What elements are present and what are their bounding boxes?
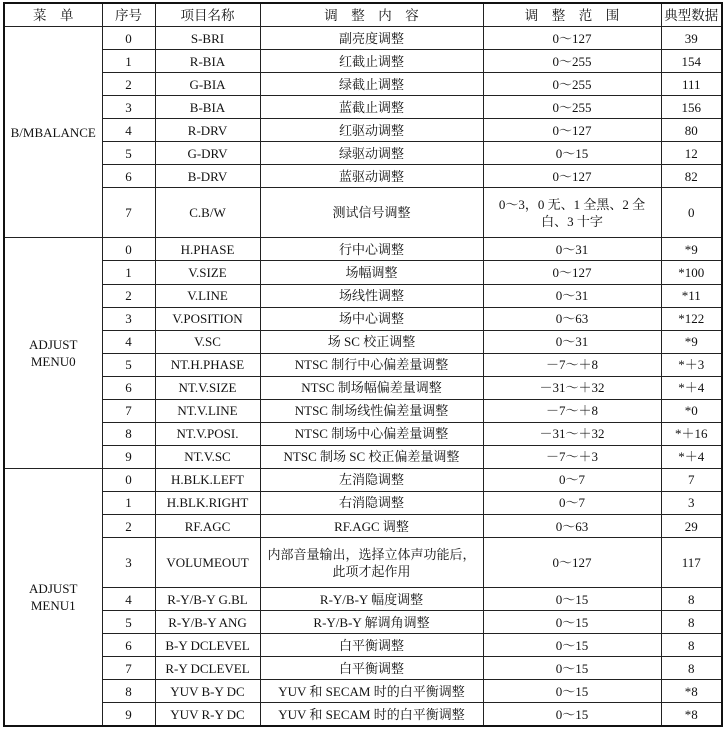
item-number: 6 [102,634,155,657]
item-range: －7～＋3 [483,445,661,468]
item-range: 0～127 [483,119,661,142]
item-typical: *122 [661,307,722,330]
header-number: 序号 [102,3,155,27]
menu-group-label: ADJUST MENU1 [4,468,102,726]
item-name: YUV R-Y DC [155,703,260,726]
item-name: G-BIA [155,73,260,96]
item-number: 0 [102,27,155,50]
item-number: 1 [102,491,155,514]
item-content: NTSC 制场线性偏差量调整 [260,399,483,422]
table-row [4,27,722,50]
item-number: 5 [102,142,155,165]
item-content: 白平衡调整 [260,634,483,657]
table-row [4,96,722,119]
item-content: 测试信号调整 [260,188,483,238]
item-range: 0～3，0 无、1 全黑、2 全白、3 十字 [483,188,661,238]
item-content: NTSC 制场中心偏差量调整 [260,422,483,445]
item-number: 1 [102,261,155,284]
item-content: RF.AGC 调整 [260,514,483,537]
item-content: 场中心调整 [260,307,483,330]
item-number: 6 [102,376,155,399]
item-number: 9 [102,445,155,468]
item-number: 2 [102,73,155,96]
item-number: 7 [102,188,155,238]
header-range: 调 整 范 围 [483,3,661,27]
item-number: 7 [102,399,155,422]
header-content: 调 整 内 容 [260,3,483,27]
item-range: －31～＋32 [483,376,661,399]
item-number: 3 [102,538,155,588]
item-content: 红驱动调整 [260,119,483,142]
item-name: V.POSITION [155,307,260,330]
item-range: －31～＋32 [483,422,661,445]
item-typical: 12 [661,142,722,165]
item-typical: 156 [661,96,722,119]
item-range: －7～＋8 [483,353,661,376]
item-content: 红截止调整 [260,50,483,73]
item-number: 8 [102,422,155,445]
item-range: 0～7 [483,468,661,491]
item-typical: 8 [661,657,722,680]
table-row [4,514,722,537]
item-name: G-DRV [155,142,260,165]
table-row [4,307,722,330]
item-range: 0～127 [483,538,661,588]
table-row [4,188,722,238]
item-range: 0～255 [483,73,661,96]
item-range: －7～＋8 [483,399,661,422]
table-row [4,376,722,399]
table-row [4,165,722,188]
item-range: 0～255 [483,96,661,119]
table-row [4,538,722,588]
item-number: 3 [102,96,155,119]
item-number: 8 [102,680,155,703]
item-number: 5 [102,353,155,376]
item-range: 0～15 [483,634,661,657]
item-name: NT.H.PHASE [155,353,260,376]
item-typical: 117 [661,538,722,588]
item-name: S-BRI [155,27,260,50]
table-row [4,238,722,261]
table-row [4,261,722,284]
item-typical: *＋3 [661,353,722,376]
item-content: 场线性调整 [260,284,483,307]
table-row [4,680,722,703]
table-row [4,73,722,96]
item-typical: *＋4 [661,376,722,399]
item-content: 绿截止调整 [260,73,483,96]
item-typical: *9 [661,330,722,353]
item-number: 7 [102,657,155,680]
item-range: 0～63 [483,514,661,537]
item-typical: 39 [661,27,722,50]
item-number: 4 [102,588,155,611]
item-typical: 8 [661,611,722,634]
item-range: 0～127 [483,27,661,50]
table-row [4,657,722,680]
item-typical: *＋4 [661,445,722,468]
item-number: 2 [102,514,155,537]
item-name: R-Y DCLEVEL [155,657,260,680]
item-name: B-BIA [155,96,260,119]
item-range: 0～63 [483,307,661,330]
table-row [4,284,722,307]
table-body [4,27,722,727]
item-name: RF.AGC [155,514,260,537]
item-content: NTSC 制场 SC 校正偏差量调整 [260,445,483,468]
item-typical: *8 [661,703,722,726]
item-range: 0～15 [483,680,661,703]
item-range: 0～31 [483,238,661,261]
item-range: 0～15 [483,588,661,611]
item-range: 0～15 [483,657,661,680]
item-name: NT.V.LINE [155,399,260,422]
item-content: R-Y/B-Y 解调角调整 [260,611,483,634]
item-range: 0～31 [483,284,661,307]
table-row [4,491,722,514]
item-number: 0 [102,468,155,491]
table-row [4,330,722,353]
table-row [4,703,722,726]
item-range: 0～31 [483,330,661,353]
item-content: 场 SC 校正调整 [260,330,483,353]
item-number: 2 [102,284,155,307]
item-name: H.BLK.RIGHT [155,491,260,514]
item-typical: 8 [661,634,722,657]
item-name: NT.V.SC [155,445,260,468]
item-name: R-Y/B-Y G.BL [155,588,260,611]
item-content: 副亮度调整 [260,27,483,50]
item-name: H.BLK.LEFT [155,468,260,491]
item-name: B-DRV [155,165,260,188]
item-typical: 29 [661,514,722,537]
item-content: YUV 和 SECAM 时的白平衡调整 [260,703,483,726]
item-range: 0～127 [483,261,661,284]
item-typical: 3 [661,491,722,514]
item-range: 0～255 [483,50,661,73]
item-number: 1 [102,50,155,73]
table-row [4,468,722,491]
item-typical: *9 [661,238,722,261]
item-name: NT.V.SIZE [155,376,260,399]
table-row [4,588,722,611]
header-typical: 典型数据 [661,3,722,27]
table-row [4,119,722,142]
item-content: 左消隐调整 [260,468,483,491]
item-content: 右消隐调整 [260,491,483,514]
table-row [4,422,722,445]
table-row [4,399,722,422]
table-row [4,142,722,165]
item-number: 3 [102,307,155,330]
item-content: R-Y/B-Y 幅度调整 [260,588,483,611]
item-name: NT.V.POSI. [155,422,260,445]
item-typical: 7 [661,468,722,491]
item-name: VOLUMEOUT [155,538,260,588]
item-content: NTSC 制场幅偏差量调整 [260,376,483,399]
table-row [4,50,722,73]
adjustment-table [3,2,723,727]
item-number: 6 [102,165,155,188]
item-number: 4 [102,119,155,142]
item-content: 内部音量输出，选择立体声功能后，此项才起作用 [260,538,483,588]
item-range: 0～15 [483,611,661,634]
item-content: YUV 和 SECAM 时的白平衡调整 [260,680,483,703]
item-content: 白平衡调整 [260,657,483,680]
item-name: V.SIZE [155,261,260,284]
item-typical: 80 [661,119,722,142]
item-typical: *0 [661,399,722,422]
header-menu: 菜 单 [4,3,102,27]
item-number: 5 [102,611,155,634]
item-content: 行中心调整 [260,238,483,261]
item-content: 场幅调整 [260,261,483,284]
item-name: R-BIA [155,50,260,73]
item-name: R-Y/B-Y ANG [155,611,260,634]
item-typical: 0 [661,188,722,238]
table-row [4,353,722,376]
item-content: 蓝驱动调整 [260,165,483,188]
item-name: B-Y DCLEVEL [155,634,260,657]
item-name: H.PHASE [155,238,260,261]
item-typical: *100 [661,261,722,284]
item-name: V.SC [155,330,260,353]
item-typical: *8 [661,680,722,703]
item-typical: *11 [661,284,722,307]
table-row [4,634,722,657]
menu-group-label: B/MBALANCE [4,27,102,238]
item-range: 0～127 [483,165,661,188]
table-row [4,611,722,634]
table-row [4,445,722,468]
item-content: 蓝截止调整 [260,96,483,119]
item-number: 0 [102,238,155,261]
item-typical: 8 [661,588,722,611]
item-range: 0～15 [483,703,661,726]
item-typical: 111 [661,73,722,96]
item-typical: 82 [661,165,722,188]
header-item-name: 项目名称 [155,3,260,27]
item-typical: 154 [661,50,722,73]
item-content: 绿驱动调整 [260,142,483,165]
item-typical: *＋16 [661,422,722,445]
item-range: 0～15 [483,142,661,165]
item-name: R-DRV [155,119,260,142]
item-name: V.LINE [155,284,260,307]
header-row [4,3,722,27]
item-number: 4 [102,330,155,353]
item-number: 9 [102,703,155,726]
menu-group-label: ADJUST MENU0 [4,238,102,468]
item-name: YUV B-Y DC [155,680,260,703]
item-name: C.B/W [155,188,260,238]
item-range: 0～7 [483,491,661,514]
item-content: NTSC 制行中心偏差量调整 [260,353,483,376]
